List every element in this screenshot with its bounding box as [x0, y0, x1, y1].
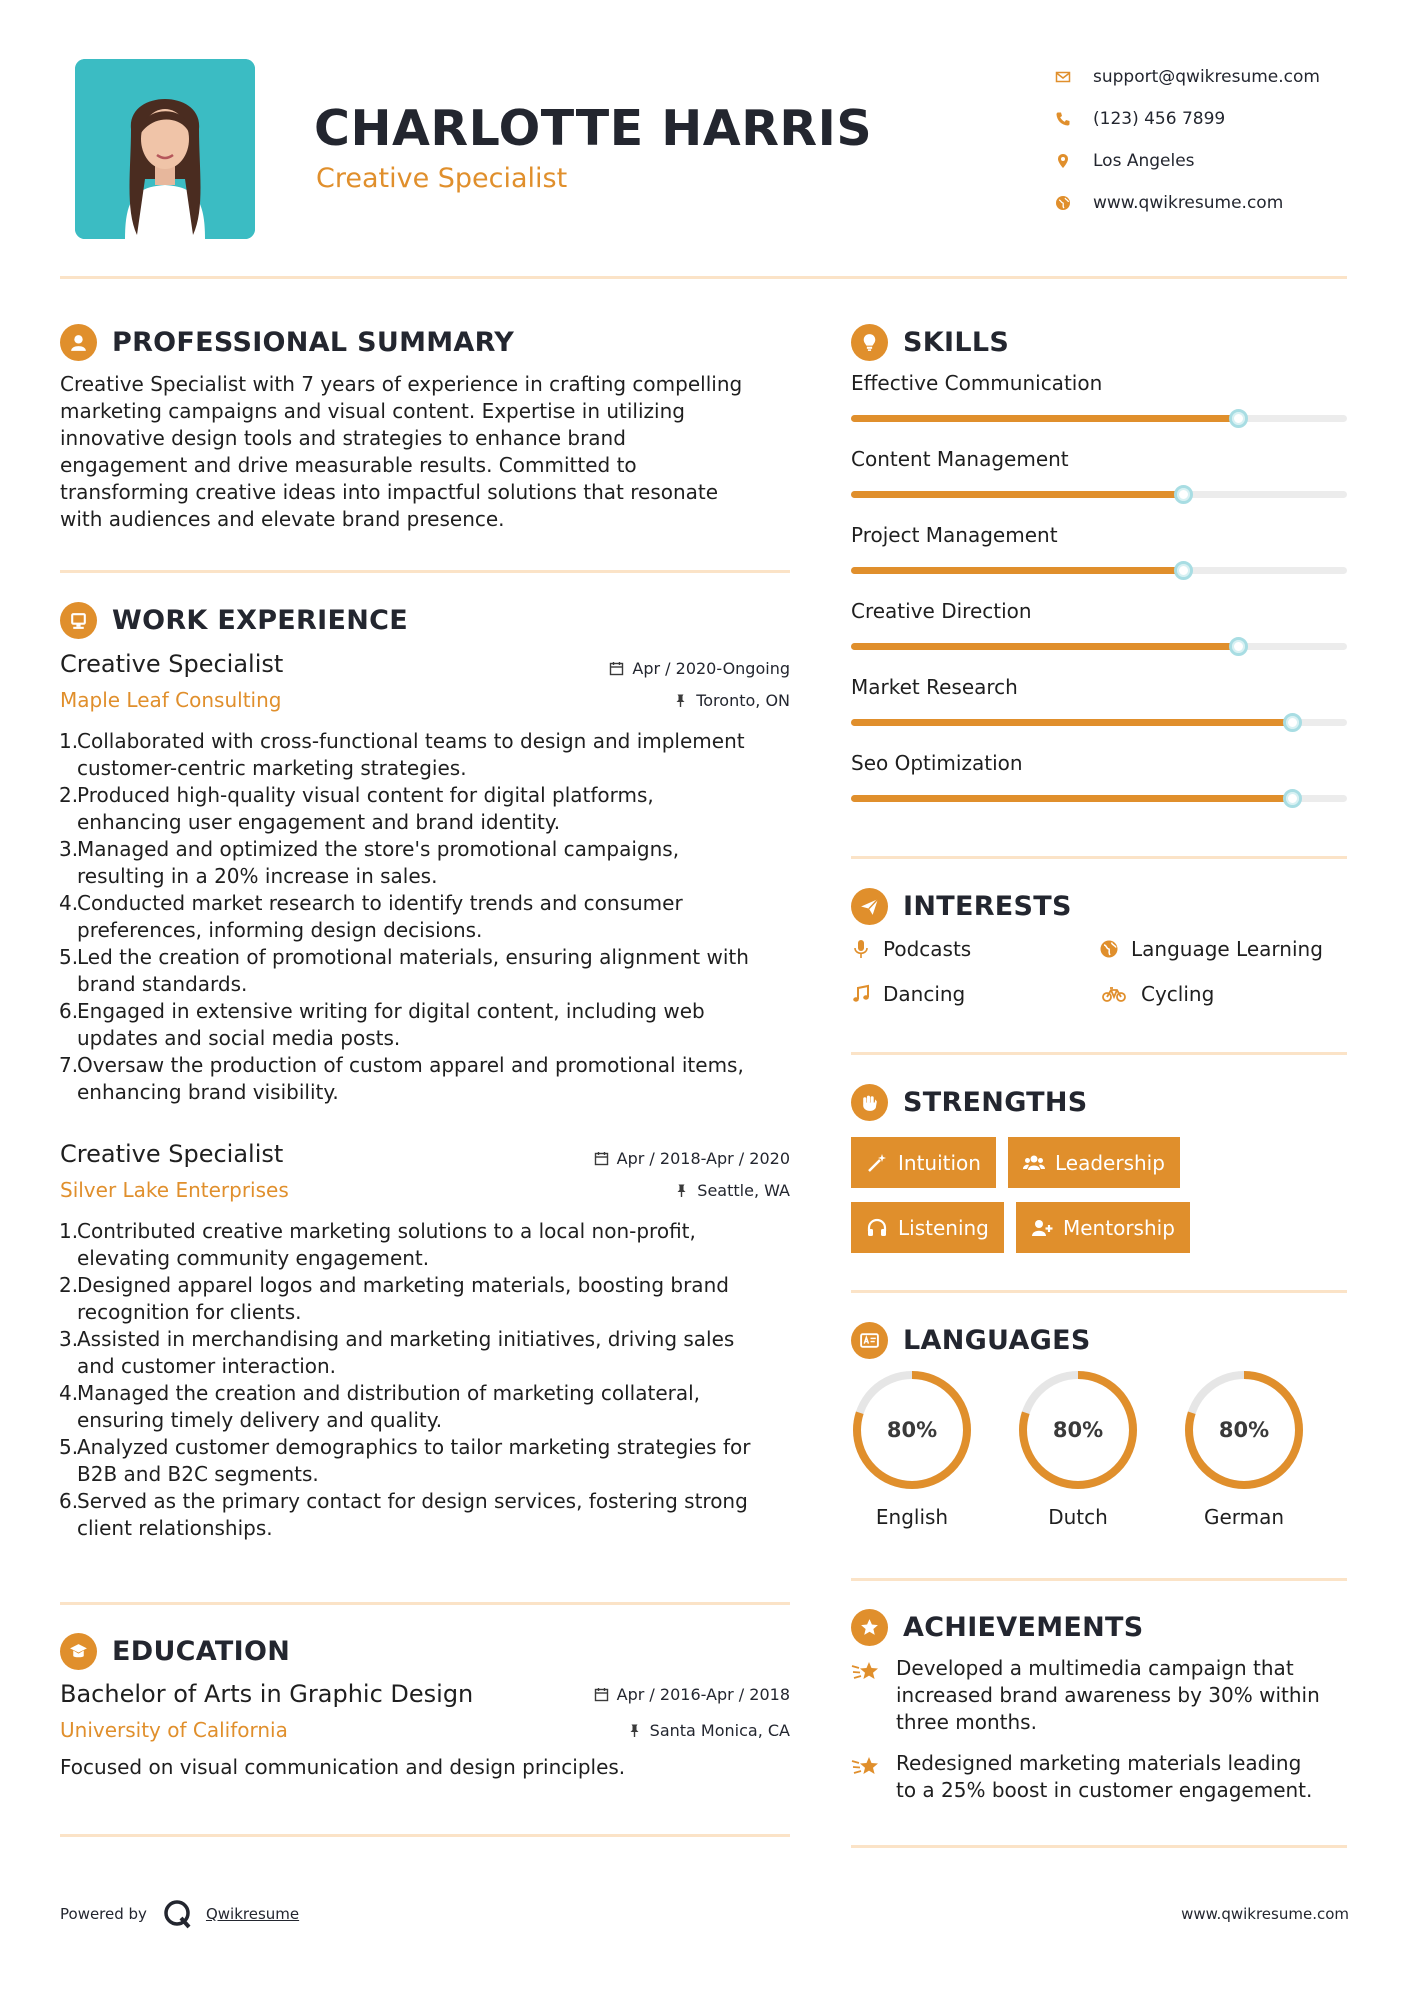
summary-line: innovative design tools and strategies to enhance brand	[60, 426, 626, 450]
skill-bar-knob	[1283, 713, 1302, 732]
headphones-icon	[866, 1217, 888, 1239]
qwikresume-logo-icon	[161, 1898, 193, 1930]
email-icon	[1055, 69, 1093, 85]
achievement-line: to a 25% boost in customer engagement.	[896, 1778, 1313, 1802]
skill-bar-knob	[1283, 789, 1302, 808]
achievement-line: increased brand awareness by 30% within	[896, 1683, 1320, 1707]
skill-name: Seo Optimization	[851, 751, 1023, 775]
magic-wand-icon	[866, 1152, 888, 1174]
contact-location-text: Los Angeles	[1093, 151, 1195, 171]
contact-website-text: www.qwikresume.com	[1093, 193, 1284, 213]
skill-bar-fill	[851, 491, 1183, 498]
job-dates	[594, 1149, 790, 1168]
achievement-line: three months.	[896, 1710, 1037, 1734]
skill-name: Content Management	[851, 447, 1069, 471]
language-percent: 80%	[886, 1418, 938, 1442]
experience-title: WORK EXPERIENCE	[112, 605, 408, 636]
list-item: 3. Assisted in merchandising and marketing initiatives, driving sales and customer interaction.	[59, 1327, 735, 1378]
user-plus-icon	[1031, 1217, 1053, 1239]
skill-bar-track	[851, 719, 1347, 726]
summary-line: engagement and drive measurable results. Committed to	[60, 453, 637, 477]
job-location-text: Toronto, ON	[696, 691, 790, 710]
job-location	[673, 691, 790, 710]
interest-label: Language Learning	[1131, 937, 1323, 961]
language-gauge	[1182, 1368, 1306, 1529]
contact-list	[1055, 56, 1385, 224]
skill-name: Market Research	[851, 675, 1018, 699]
list-item: 7. Oversaw the production of custom apparel and promotional items, enhancing brand visibility.	[59, 1053, 744, 1104]
job-dates-text: Apr / 2018-Apr / 2020	[616, 1149, 790, 1168]
skills-divider	[851, 856, 1347, 859]
job-location	[674, 1181, 790, 1200]
pushpin-icon	[627, 1723, 642, 1738]
list-item: 4. Conducted market research to identify trends and consumer preferences, informing design decisions.	[59, 891, 683, 942]
brand-link[interactable]: Qwikresume	[205, 1905, 300, 1923]
achievement-line: Developed a multimedia campaign that	[896, 1656, 1294, 1680]
graduate-icon	[60, 1633, 97, 1670]
interests-title: INTERESTS	[903, 891, 1072, 922]
summary-title: PROFESSIONAL SUMMARY	[112, 327, 515, 358]
microphone-icon	[851, 939, 871, 959]
education-divider	[60, 1834, 790, 1837]
education-heading	[60, 1633, 290, 1670]
language-name: English	[875, 1505, 949, 1529]
skill-bar-track	[851, 795, 1347, 802]
list-item: 6. Served as the primary contact for design services, fostering strong client relationships.	[59, 1489, 748, 1540]
skill-bar-knob	[1229, 637, 1248, 656]
candidate-name: CHARLOTTE HARRIS	[314, 100, 873, 157]
interest-label: Podcasts	[883, 937, 972, 961]
list-item: 1. Collaborated with cross-functional teams to design and implement customer-centric marketing strategies.	[59, 729, 745, 780]
footer-website[interactable]: www.qwikresume.com	[1181, 1905, 1349, 1923]
degree-title: Bachelor of Arts in Graphic Design	[60, 1680, 474, 1708]
job-dates-text: Apr / 2020-Ongoing	[632, 659, 790, 678]
list-item: 2. Produced high-quality visual content for digital platforms, enhancing user engagement and brand identity.	[59, 783, 654, 834]
strength-label: Mentorship	[1063, 1215, 1175, 1240]
interest-language-learning	[1099, 937, 1323, 961]
pushpin-icon	[673, 693, 688, 708]
language-card-icon	[851, 1322, 888, 1359]
contact-email-text: support@qwikresume.com	[1093, 67, 1320, 87]
job-bullets	[59, 728, 799, 1106]
interest-podcasts	[851, 937, 971, 961]
interest-label: Cycling	[1141, 982, 1215, 1006]
interest-cycling	[1099, 982, 1214, 1006]
list-item: 6. Engaged in extensive writing for digital content, including web updates and social media posts.	[59, 999, 705, 1050]
contact-email[interactable]	[1055, 56, 1385, 98]
contact-website[interactable]	[1055, 182, 1385, 224]
header-divider	[60, 276, 1347, 279]
achievement-item	[851, 1750, 1312, 1804]
languages-divider	[851, 1578, 1347, 1581]
job-dates	[609, 659, 790, 678]
strength-badge-mentorship	[1016, 1202, 1190, 1253]
summary-line: with audiences and elevate brand presence.	[60, 507, 505, 531]
users-icon	[1023, 1152, 1045, 1174]
language-percent: 80%	[1218, 1418, 1270, 1442]
shooting-star-icon	[851, 1751, 881, 1781]
job-bullets	[59, 1218, 799, 1542]
strengths-title: STRENGTHS	[903, 1087, 1088, 1118]
strength-badge-leadership	[1008, 1137, 1180, 1188]
language-gauge	[850, 1368, 974, 1529]
list-item: 4. Managed the creation and distribution of marketing collateral, ensuring timely delivery and quality.	[59, 1381, 701, 1432]
language-name: German	[1203, 1505, 1285, 1529]
footer-powered-by	[60, 1898, 299, 1930]
experience-heading	[60, 602, 408, 639]
calendar-icon	[609, 661, 624, 676]
list-item: 2. Designed apparel logos and marketing materials, boosting brand recognition for clients.	[59, 1273, 729, 1324]
achievements-title: ACHIEVEMENTS	[903, 1612, 1144, 1643]
job-title: Creative Specialist	[60, 1140, 284, 1168]
briefcase-icon	[60, 602, 97, 639]
user-icon	[60, 324, 97, 361]
skill-name: Creative Direction	[851, 599, 1032, 623]
languages-title: LANGUAGES	[903, 1325, 1091, 1356]
candidate-title: Creative Specialist	[316, 163, 568, 194]
contact-phone[interactable]	[1055, 98, 1385, 140]
achievements-divider	[851, 1845, 1347, 1848]
shooting-star-icon	[851, 1656, 881, 1686]
language-percent: 80%	[1052, 1418, 1104, 1442]
list-item: 3. Managed and optimized the store's promotional campaigns, resulting in a 20% increase in sales.	[59, 837, 680, 888]
education-location-text: Santa Monica, CA	[649, 1721, 790, 1740]
language-name: Dutch	[1048, 1505, 1108, 1529]
job-company: Maple Leaf Consulting	[60, 688, 282, 712]
skill-bar-knob	[1174, 485, 1193, 504]
education-dates	[594, 1685, 790, 1704]
education-title: EDUCATION	[112, 1636, 291, 1667]
interest-dancing	[851, 982, 965, 1006]
achievements-heading	[851, 1609, 1144, 1646]
skill-bar-knob	[1229, 409, 1248, 428]
contact-phone-text: (123) 456 7899	[1093, 109, 1226, 129]
education-description: Focused on visual communication and design principles.	[60, 1755, 626, 1779]
calendar-icon	[594, 1151, 609, 1166]
job-title: Creative Specialist	[60, 650, 284, 678]
summary-line: Creative Specialist with 7 years of experience in crafting compelling	[60, 372, 743, 396]
skill-bar-fill	[851, 719, 1292, 726]
achievement-line: Redesigned marketing materials leading	[896, 1751, 1302, 1775]
summary-text	[60, 371, 742, 533]
strength-badge-intuition	[851, 1137, 996, 1188]
powered-by-text: Powered by	[60, 1905, 147, 1923]
skill-bar-knob	[1174, 561, 1193, 580]
interests-divider	[851, 1052, 1347, 1055]
skill-bar-fill	[851, 643, 1238, 650]
skills-title: SKILLS	[903, 327, 1010, 358]
strength-label: Listening	[898, 1215, 989, 1240]
job-location-text: Seattle, WA	[697, 1181, 790, 1200]
music-note-icon	[851, 984, 871, 1004]
bicycle-icon	[1099, 984, 1129, 1004]
list-item: 1. Contributed creative marketing solutions to a local non-profit, elevating community engagement.	[59, 1219, 696, 1270]
strength-label: Intuition	[898, 1150, 981, 1175]
education-location	[627, 1721, 790, 1740]
strengths-heading	[851, 1084, 1088, 1121]
job-company: Silver Lake Enterprises	[60, 1178, 289, 1202]
star-badge-icon	[851, 1609, 888, 1646]
list-item: 5. Led the creation of promotional materials, ensuring alignment with brand standards.	[59, 945, 749, 996]
school-name: University of California	[60, 1718, 288, 1742]
contact-location	[1055, 140, 1385, 182]
list-item: 5. Analyzed customer demographics to tailor marketing strategies for B2B and B2C segments.	[59, 1435, 751, 1486]
calendar-icon	[594, 1687, 609, 1702]
strength-label: Leadership	[1055, 1150, 1165, 1175]
skill-bar-track	[851, 567, 1347, 574]
summary-line: marketing campaigns and visual content. Expertise in utilizing	[60, 399, 685, 423]
fist-icon	[851, 1084, 888, 1121]
lightbulb-icon	[851, 324, 888, 361]
skill-bar-track	[851, 415, 1347, 422]
education-dates-text: Apr / 2016-Apr / 2018	[616, 1685, 790, 1704]
skill-bar-fill	[851, 795, 1292, 802]
pushpin-icon	[674, 1183, 689, 1198]
profile-photo	[75, 59, 255, 239]
summary-line: transforming creative ideas into impactful solutions that resonate	[60, 480, 719, 504]
skill-bar-track	[851, 643, 1347, 650]
skill-bar-fill	[851, 567, 1183, 574]
globe-icon	[1099, 939, 1119, 959]
interests-heading	[851, 888, 1072, 925]
experience-divider	[60, 1602, 790, 1605]
skill-name: Project Management	[851, 523, 1058, 547]
language-gauge	[1016, 1368, 1140, 1529]
strength-badge-listening	[851, 1202, 1004, 1253]
languages-heading	[851, 1322, 1091, 1359]
interest-label: Dancing	[883, 982, 966, 1006]
globe-icon	[1055, 195, 1093, 211]
strengths-divider	[851, 1290, 1347, 1293]
skill-bar-track	[851, 491, 1347, 498]
skill-name: Effective Communication	[851, 371, 1103, 395]
phone-icon	[1055, 111, 1093, 127]
location-pin-icon	[1055, 153, 1093, 169]
skills-heading	[851, 324, 1009, 361]
summary-heading	[60, 324, 514, 361]
paper-plane-icon	[851, 888, 888, 925]
achievement-item	[851, 1655, 1320, 1736]
summary-divider	[60, 570, 790, 573]
skill-bar-fill	[851, 415, 1238, 422]
